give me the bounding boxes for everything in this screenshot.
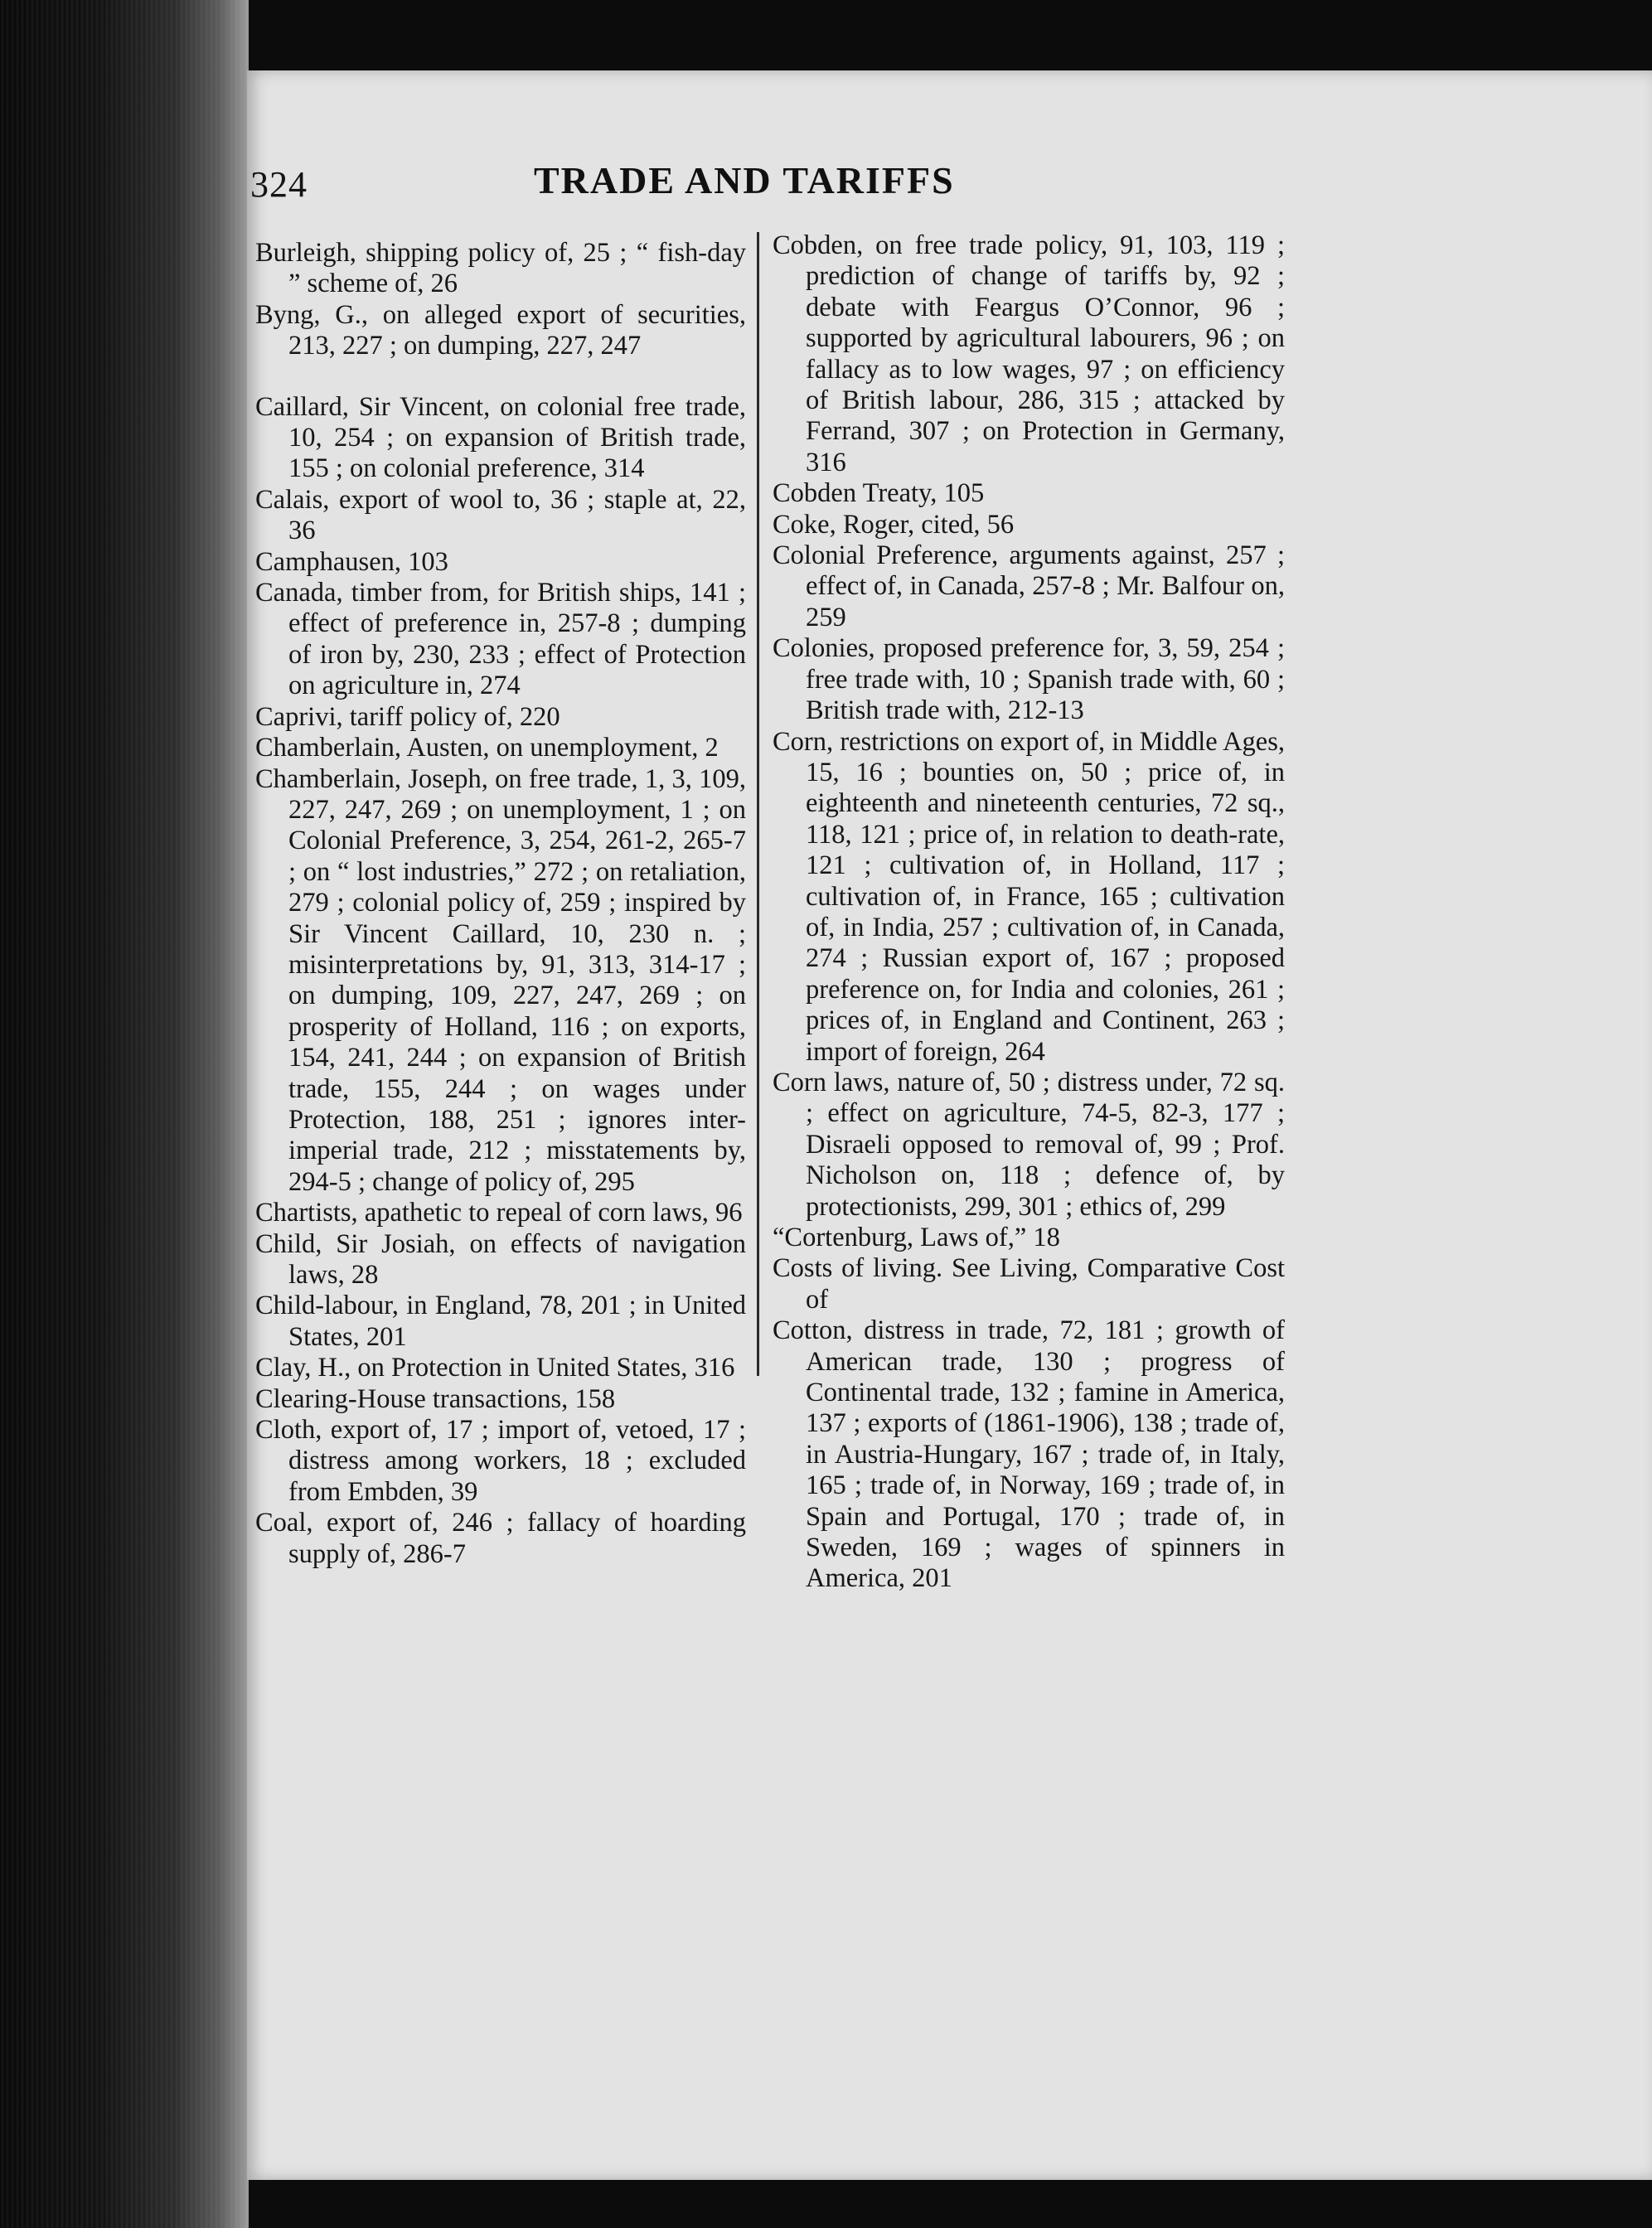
index-entry: Coke, Roger, cited, 56	[773, 509, 1015, 540]
index-entry: Clearing-House transactions, 158	[255, 1383, 616, 1414]
index-entry: Cloth, export of, 17 ; import of, vetoed, 17 ; distress among workers, 18 ; excluded from Embden, 39	[255, 1415, 746, 1507]
index-entry: Child, Sir Josiah, on effects of navigation laws, 28	[255, 1228, 746, 1290]
index-entry: Byng, G., on alleged export of securities, 213, 227 ; on dumping, 227, 247	[255, 299, 746, 361]
index-entry: Colonial Preference, arguments against, 257 ; effect of, in Canada, 257-8 ; Mr. Balfour on, 259	[773, 540, 1285, 632]
index-entry: Corn, restrictions on export of, in Middle Ages, 15, 16 ; bounties on, 50 ; price of, in eighteenth and nineteenth centuries, 72 sq., 118, 121 ; price of, in relation to death-rate, 121 ; cultivation of, in Holland, 117 ; cultivation of, in France, 165 ; cultivation of, in India, 257 ; cultivation of, in Canada, 274 ; Russian export of, 167 ; proposed preference on, for India and colonies, 261 ; prices of, in England and Continent, 263 ; import of foreign, 264	[773, 726, 1285, 1067]
index-entry: Corn laws, nature of, 50 ; distress under, 72 sq. ; effect on agriculture, 74-5, 82-3, 177 ; Disraeli opposed to removal of, 99 ; Prof. Nicholson on, 118 ; defence of, by protectionists, 299, 301 ; ethics of, 299	[773, 1067, 1285, 1222]
column-divider	[757, 232, 759, 1376]
index-entry: Canada, timber from, for British ships, 141 ; effect of preference in, 257-8 ; dumping of iron by, 230, 233 ; effect of Protection on agriculture in, 274	[255, 578, 746, 701]
index-entry: Child-labour, in England, 78, 201 ; in United States, 201	[255, 1291, 746, 1352]
index-entry: Chamberlain, Austen, on unemployment, 2	[255, 733, 719, 763]
index-entry: Cobden Treaty, 105	[773, 478, 985, 509]
index-entry: Caillard, Sir Vincent, on colonial free trade, 10, 254 ; on expansion of British trade, 155 ; on colonial preference, 314	[255, 391, 746, 484]
index-entry: Cotton, distress in trade, 72, 181 ; growth of American trade, 130 ; progress of Continental trade, 132 ; famine in America, 137 ; exports of (1861-1906), 138 ; trade of, in Austria-Hungary, 167 ; trade of, in Italy, 165 ; trade of, in Norway, 169 ; trade of, in Spain and Portugal, 170 ; trade of, in Sweden, 169 ; wages of spinners in America, 201	[773, 1315, 1285, 1594]
index-entry: Cobden, on free trade policy, 91, 103, 119 ; prediction of change of tariffs by, 92 ; debate with Feargus O’Connor, 96 ; supported by agricultural labourers, 96 ; on fallacy as to low wages, 97 ; on efficiency of British labour, 286, 315 ; attacked by Ferrand, 307 ; on Protection in Germany, 316	[773, 230, 1285, 477]
index-entry: Coal, export of, 246 ; fallacy of hoarding supply of, 286-7	[255, 1508, 746, 1569]
running-title: TRADE AND TARIFFS	[534, 159, 955, 201]
index-entry: Chamberlain, Joseph, on free trade, 1, 3, 109, 227, 247, 269 ; on unemployment, 1 ; on Colonial Preference, 3, 254, 261-2, 265-7 ; on “ lost industries,” 272 ; on retaliation, 279 ; colonial policy of, 259 ; inspired by Sir Vincent Caillard, 10, 230 n. ; misinterpretations by, 91, 313, 314-17 ; on dumping, 109, 227, 247, 269 ; on prosperity of Holland, 116 ; on exports, 154, 241, 244 ; on expansion of British trade, 155, 244 ; on wages under Protection, 188, 251 ; ignores inter-imperial trade, 212 ; misstatements by, 294-5 ; change of policy of, 295	[255, 763, 746, 1197]
index-entry: Burleigh, shipping policy of, 25 ; “ fish-day ” scheme of, 26	[255, 238, 746, 299]
index-entry: Clay, H., on Protection in United States, 316	[255, 1353, 735, 1383]
index-column-right	[773, 230, 1285, 1595]
index-entry: Calais, export of wool to, 36 ; staple at, 22, 36	[255, 484, 746, 546]
page-number: 324	[250, 164, 308, 205]
index-entry: Camphausen, 103	[255, 546, 448, 577]
index-entry: Chartists, apathetic to repeal of corn laws, 96	[255, 1198, 743, 1228]
index-entry: Costs of living. See Living, Comparative Cost of	[773, 1253, 1285, 1315]
index-column-left	[255, 238, 746, 1570]
index-entry: Caprivi, tariff policy of, 220	[255, 701, 560, 732]
index-entry: “Cortenburg, Laws of,” 18	[773, 1223, 1060, 1252]
index-entry: Colonies, proposed preference for, 3, 59, 254 ; free trade with, 10 ; Spanish trade with, 60 ; British trade with, 212-13	[773, 633, 1285, 726]
